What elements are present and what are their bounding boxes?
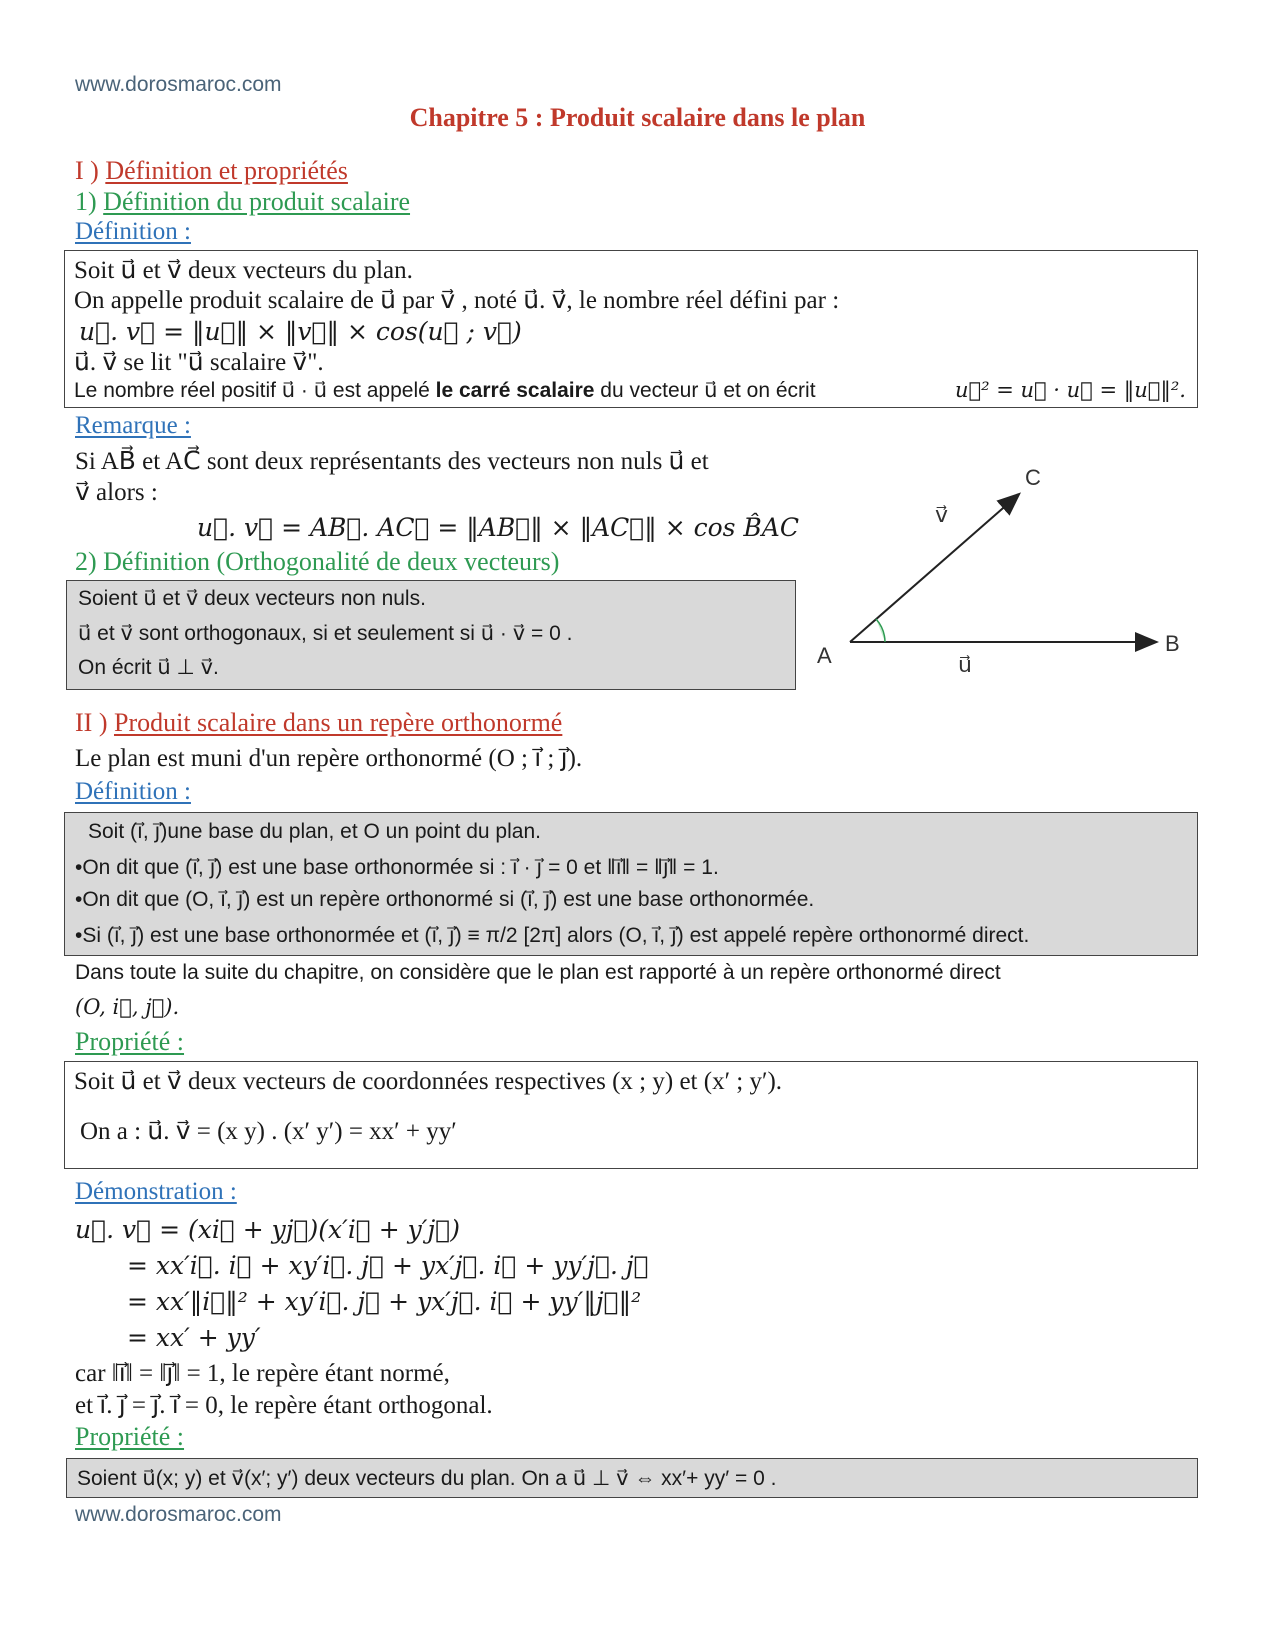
subsection-1-heading (75, 187, 410, 217)
definition-box (64, 250, 1198, 408)
vector-v-line (850, 495, 1018, 642)
vectors-figure (815, 455, 1195, 685)
def-line-5-bold: le carré scalaire (435, 379, 595, 402)
section-2-heading (75, 708, 562, 738)
section-1-title: Définition et propriétés (105, 156, 348, 185)
prop2-line: Soient u⃗(x; y) et v⃗(x′; y′) deux vecteurs du plan. On a u⃗ ⊥ v⃗ ⇔ xx′+ yy′ = 0 . (77, 1467, 777, 1490)
orthogonality-box (66, 580, 796, 690)
def-formula: u⃗. v⃗ = ‖u⃗‖ × ‖v⃗‖ × cos(u⃗ ; v⃗) (79, 317, 522, 346)
subsection-1-title: Définition du produit scalaire (103, 187, 411, 216)
subsection-1-prefix: 1) (75, 187, 104, 216)
def2-line-4: •Si (i⃗, j⃗) est une base orthonormée et (i⃗, j⃗) ≡ π/2 [2π] alors (O, i⃗, j⃗) est appelé repère orthonormé direct. (75, 924, 1030, 947)
section-2-prefix: II ) (75, 708, 114, 737)
demo-line-5: car ‖i⃗‖ = ‖j⃗‖ = 1, le repère étant normé, (75, 1360, 450, 1387)
point-c-label: C (1025, 465, 1041, 490)
note-line-1: Dans toute la suite du chapitre, on considère que le plan est rapporté à un repère orthonormé direct (75, 961, 1001, 984)
definition-2-box (64, 812, 1198, 956)
def-line-2: On appelle produit scalaire de u⃗ par v⃗ , noté u⃗. v⃗, le nombre réel défini par : (74, 287, 840, 314)
def-line-1: Soit u⃗ et v⃗ deux vecteurs du plan. (74, 257, 413, 284)
def2-line-1: Soit (i⃗, j⃗)une base du plan, et O un point du plan. (88, 820, 541, 843)
property-2-label: Propriété : (75, 1422, 185, 1451)
demo-line-2: = xx′i⃗. i⃗ + xy′i⃗. j⃗ + yx′j⃗. i⃗ + yy′j⃗. j⃗ (127, 1251, 649, 1280)
angle-arc (876, 619, 885, 642)
property-box (64, 1061, 1198, 1169)
property-label: Propriété : (75, 1027, 185, 1056)
point-b-label: B (1165, 631, 1180, 656)
def-line-5-b: du vecteur u⃗ et on écrit (594, 379, 816, 402)
def2-line-3: •On dit que (O, i⃗, j⃗) est un repère orthonormé si (i⃗, j⃗) est une base orthonormée. (75, 888, 815, 911)
remark-label: Remarque : (75, 412, 191, 439)
demo-line-6: et i⃗. j⃗ = j⃗. i⃗ = 0, le repère étant orthogonal. (75, 1392, 493, 1419)
definition-label: Définition : (75, 218, 191, 245)
page-title: Chapitre 5 : Produit scalaire dans le plan (409, 103, 866, 132)
remark-line-1: Si AB⃗ et AC⃗ sont deux représentants des vecteurs non nuls u⃗ et (75, 448, 709, 475)
vector-v-label: v⃗ (935, 502, 949, 527)
definition-2-label: Définition : (75, 778, 191, 805)
def2-line-2: •On dit que (i⃗, j⃗) est une base orthonormée si : i⃗ · j⃗ = 0 et ‖i⃗‖ = ‖j⃗‖ = 1. (75, 856, 719, 879)
section-1-heading (75, 156, 348, 186)
demo-line-1: u⃗. v⃗ = (xi⃗ + yj⃗)(x′i⃗ + y′j⃗) (75, 1215, 460, 1244)
site-url-footer[interactable]: www.dorosmaroc.com (75, 1503, 282, 1526)
def-line-4: u⃗. v⃗ se lit "u⃗ scalaire v⃗". (74, 349, 324, 376)
def-line-5-a: Le nombre réel positif u⃗ · u⃗ est appelé (74, 379, 436, 402)
note-line-2: (O, i⃗, j⃗). (75, 995, 180, 1019)
section-2-intro: Le plan est muni d'un repère orthonormé (O ; i⃗ ; j⃗). (75, 745, 583, 772)
orth-line-2: u⃗ et v⃗ sont orthogonaux, si et seulement si u⃗ · v⃗ = 0 . (78, 622, 573, 645)
vector-u-label: u⃗ (958, 652, 972, 677)
demo-line-4: = xx′ + yy′ (127, 1323, 261, 1352)
def-line-5 (74, 378, 816, 403)
remark-formula: u⃗. v⃗ = AB⃗. AC⃗ = ‖AB⃗‖ × ‖AC⃗‖ × cos B̂AC (197, 513, 799, 542)
def-line-5-formula: u⃗² = u⃗ · u⃗ = ‖u⃗‖². (955, 378, 1186, 402)
site-url-header[interactable]: www.dorosmaroc.com (75, 73, 282, 96)
remark-line-2: v⃗ alors : (75, 479, 158, 506)
orth-line-1: Soient u⃗ et v⃗ deux vecteurs non nuls. (78, 587, 426, 610)
point-a-label: A (817, 643, 832, 668)
demonstration-label: Démonstration : (75, 1178, 237, 1205)
property-2-box (66, 1458, 1198, 1498)
prop-line-1: Soit u⃗ et v⃗ deux vecteurs de coordonnées respectives (x ; y) et (x′ ; y′). (74, 1068, 783, 1095)
subsection-2-heading: 2) Définition (Orthogonalité de deux vecteurs) (75, 547, 560, 576)
section-2-title: Produit scalaire dans un repère orthonormé (113, 708, 563, 737)
demo-line-3: = xx′‖i⃗‖² + xy′i⃗. j⃗ + yx′j⃗. i⃗ + yy′‖j⃗‖² (127, 1287, 642, 1316)
prop-line-2: On a : u⃗. v⃗ = (x y) . (x′ y′) = xx′ + yy′ (80, 1118, 457, 1145)
orth-line-3: On écrit u⃗ ⊥ v⃗. (78, 656, 219, 679)
section-1-prefix: I ) (75, 156, 106, 185)
